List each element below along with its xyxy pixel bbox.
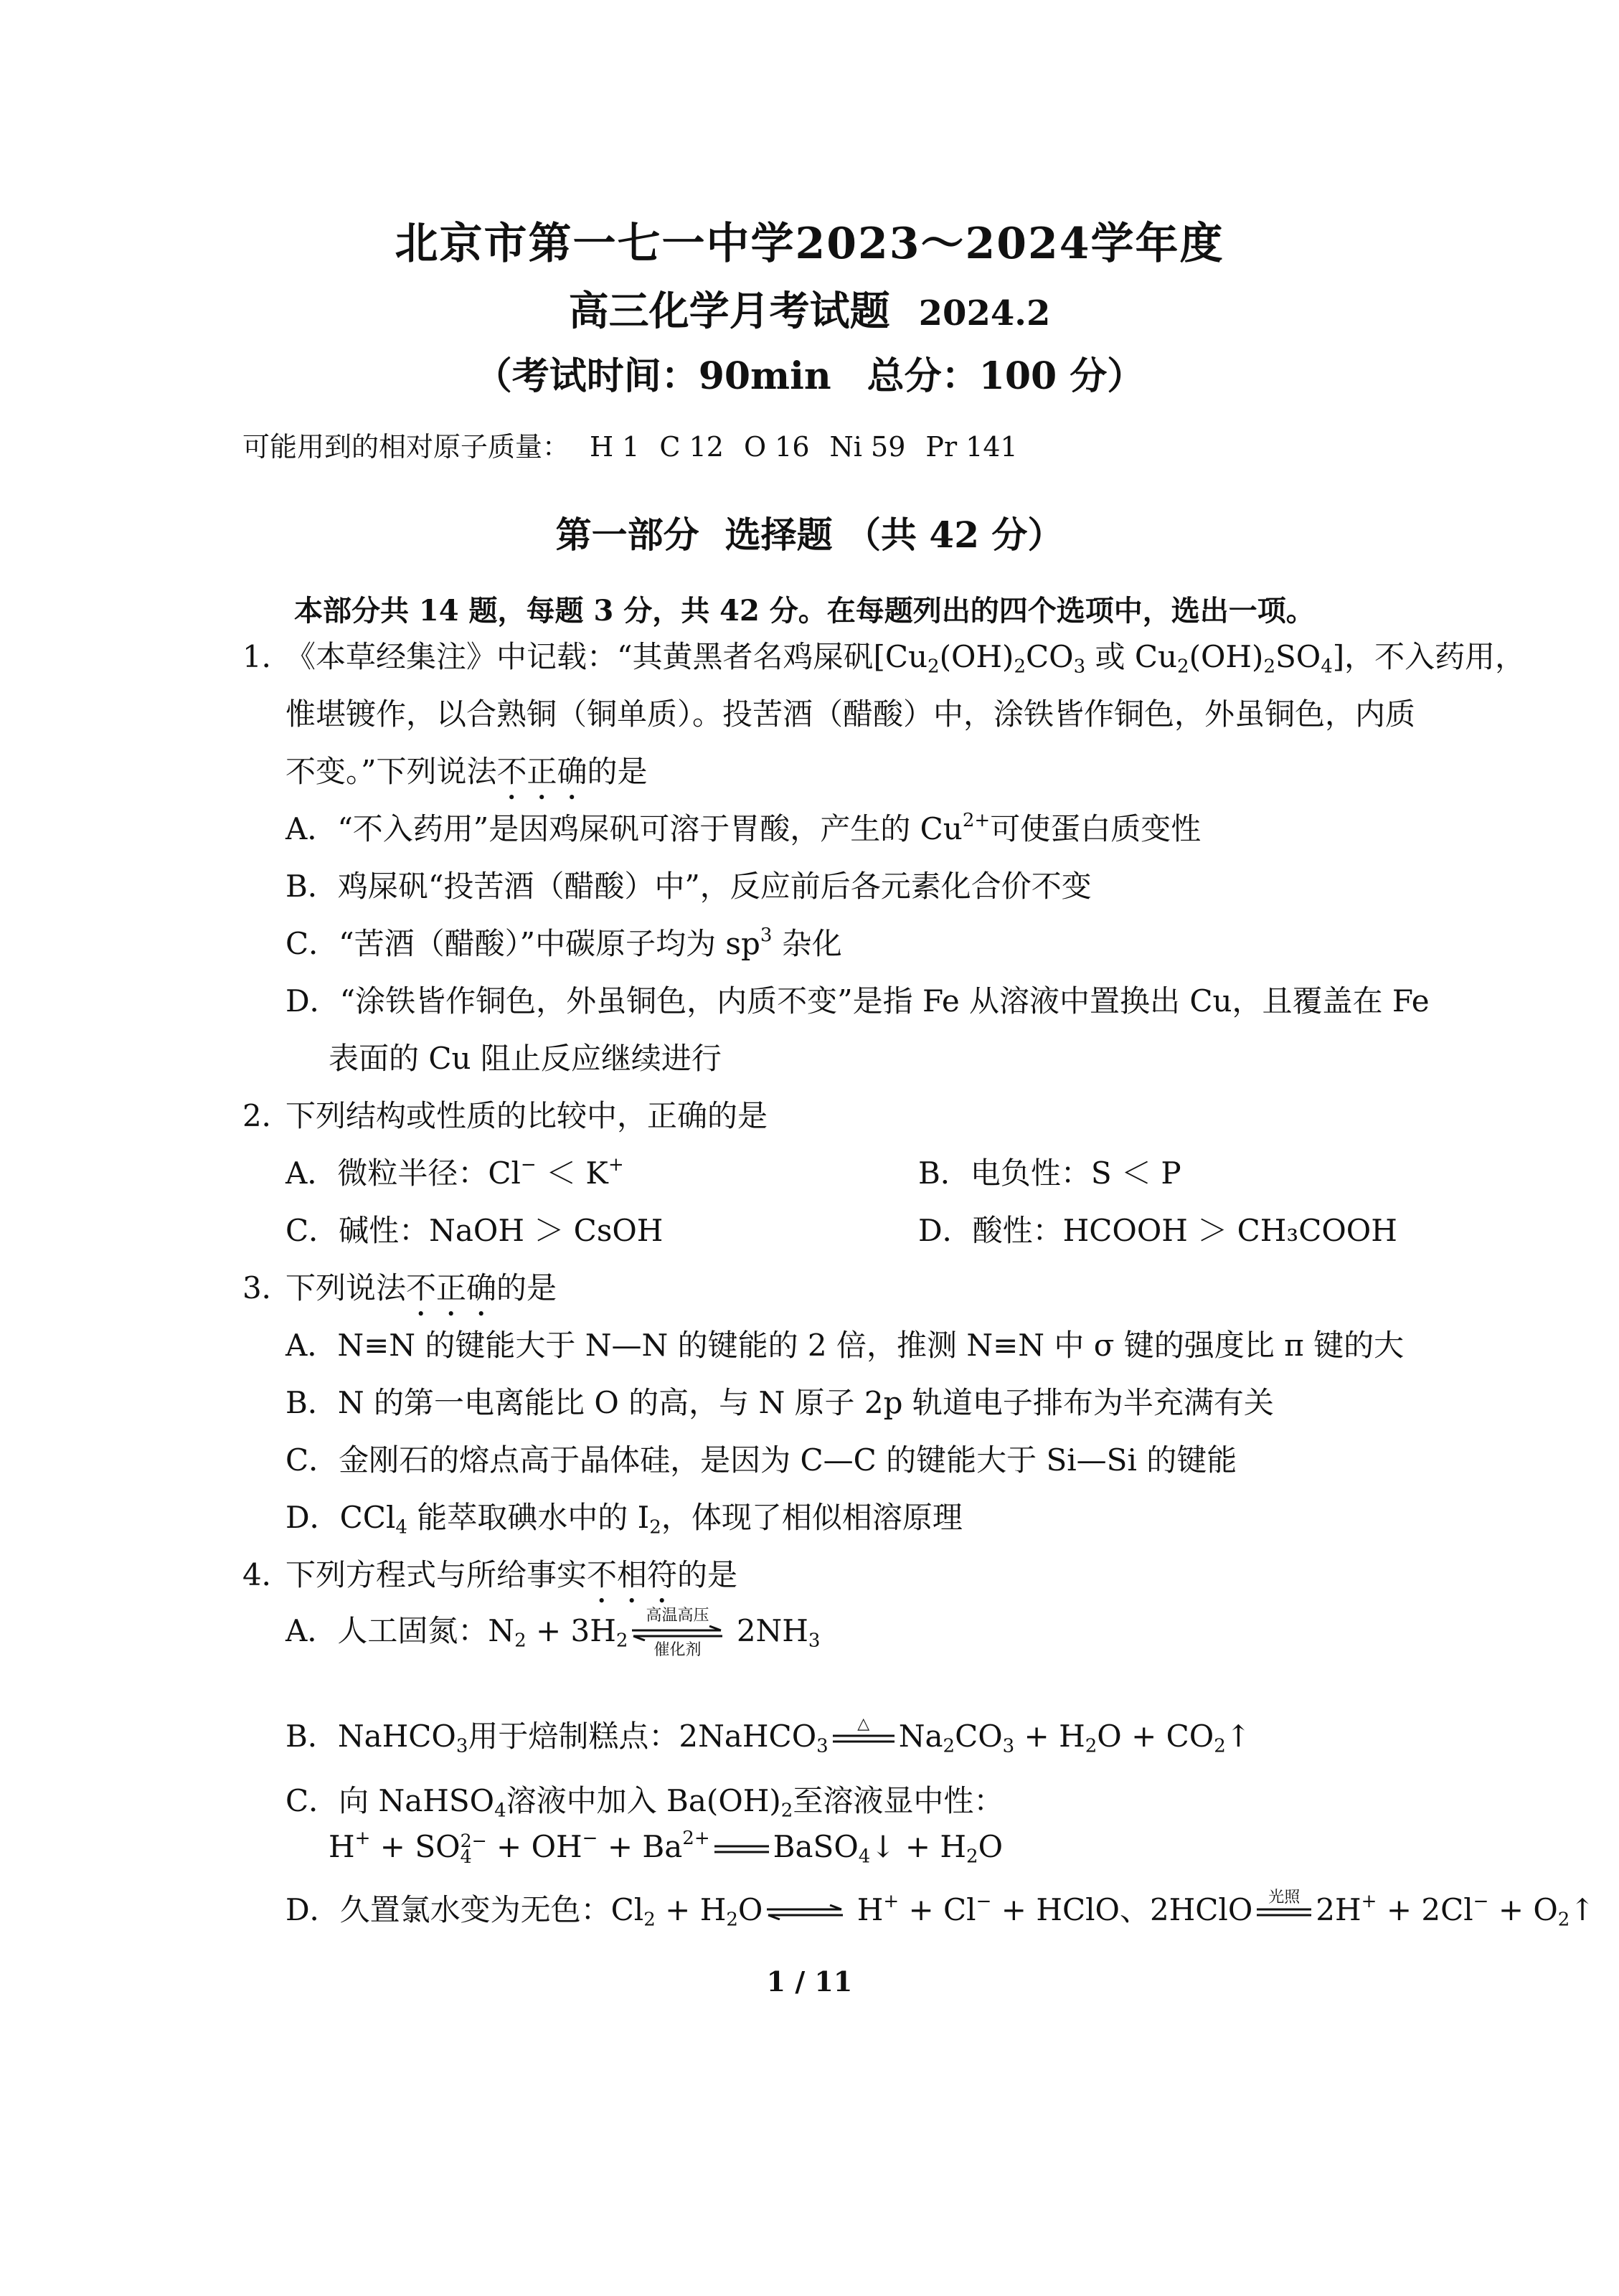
q4-d-prod4: 2H <box>1316 1892 1361 1927</box>
q2-option-c[interactable]: C．碱性：NaOH ＞ CsOH <box>285 1213 664 1248</box>
q1-stem-1c: CO <box>1026 639 1074 674</box>
q4-c-eq-oh: + OH <box>486 1829 582 1865</box>
q4-a-cond-top: 高温高压 <box>646 1607 709 1625</box>
q3-emphasis: 不正确 <box>406 1270 497 1305</box>
exam-info <box>0 346 1619 400</box>
q1-a-sup: 2+ <box>962 809 991 831</box>
q4-c-eq-h2: ↓ + H <box>870 1829 967 1865</box>
q2-option-d[interactable]: D．酸性：HCOOH ＞ CH₃COOH <box>918 1213 1397 1248</box>
q1-option-d[interactable]: D．“涂铁皆作铜色，外虽铜色，内质不变”是指 Fe 从溶液中置换出 Cu，且覆盖在 Fe <box>285 983 1430 1019</box>
q4-c-text2: 溶液中加入 Ba(OH) <box>506 1783 781 1818</box>
q1-stem-line2: 惟堪镀作，以合熟铜（铜单质）。投苦酒（醋酸）中，涂铁皆作铜色，外虽铜色，内质 <box>285 696 1416 732</box>
reversible-arrow <box>765 1904 844 1920</box>
q3-number: 3． <box>242 1270 292 1305</box>
q1-stem-3c: 的是 <box>587 754 648 789</box>
q1-stem-1b: (OH) <box>939 639 1014 674</box>
atomic-label: 可能用到的相对原子质量： <box>242 431 570 463</box>
q4-b-mid: 用于焙制糕点：2NaHCO <box>468 1719 817 1754</box>
school-title: 北京市第一七一中学2023～2024学年度 <box>395 219 1224 269</box>
q4-d-text: D．久置氯水变为无色：Cl <box>285 1892 644 1927</box>
exam-date: 2024.2 <box>918 293 1051 334</box>
q2-a-text: A．微粒半径：Cl <box>285 1156 521 1191</box>
q1-option-c[interactable] <box>285 920 842 963</box>
total-score: 总分：100 分） <box>867 354 1145 398</box>
q3-d-text3: ，体现了相似相溶原理 <box>661 1500 963 1535</box>
q4-d-cond: 光照 <box>1268 1889 1301 1907</box>
q4-d-prod5: + 2Cl <box>1377 1892 1473 1927</box>
q2-a-text2: ＜ K <box>536 1156 608 1191</box>
q3-option-c[interactable]: C．金刚石的熔点高于晶体硅，是因为 C—C 的键能大于 Si—Si 的键能 <box>285 1442 1237 1478</box>
q2-a-sup1: − <box>520 1153 537 1176</box>
q3-d-sub1: 4 <box>395 1516 407 1539</box>
q4-c-eq-so: + SO <box>370 1829 461 1865</box>
q3-option-a[interactable]: A．N≡N 的键能大于 N—N 的键能的 2 倍，推测 N≡N 中 σ 键的强度比 π 键的大 <box>285 1328 1405 1363</box>
q1-stem-line3 <box>285 748 648 806</box>
q4-c-eq-h: H <box>329 1829 355 1865</box>
q3-option-d[interactable] <box>285 1494 963 1538</box>
q2-a-sup2: + <box>608 1153 624 1176</box>
q1-c-sup: 3 <box>760 924 773 946</box>
q4-d-mid: + H <box>655 1892 727 1927</box>
page-number: 1 / 11 <box>766 1965 853 1998</box>
q1-option-a[interactable] <box>285 806 1201 849</box>
q1-stem-1f: SO <box>1275 639 1321 674</box>
q1-stem-1g: ]，不入药用， <box>1332 639 1526 674</box>
q4-c-text: C．向 NaHSO <box>285 1783 495 1818</box>
q4-option-d[interactable]: D．久置氯水变为无色：$Cl_2 + H_2O$ H+ + Cl− + HClO、2HClO 光照 $2H^+ + 2Cl^- + O_2↑$ <box>285 1886 1595 1936</box>
q4-c-eq-o: O <box>978 1829 1004 1865</box>
q2-stem: 下列结构或性质的比较中，正确的是 <box>285 1098 768 1133</box>
q4-c-eq-ba: + Ba <box>598 1829 683 1865</box>
section-title <box>0 506 1619 558</box>
exam-name-text: 高三化学月考试题 <box>568 288 890 335</box>
q3-option-b[interactable]: B．N 的第一电离能比 O 的高，与 N 原子 2p 轨道电子排布为半充满有关 <box>285 1385 1274 1420</box>
reversible-arrow-icon <box>765 1904 844 1920</box>
q1-a-text: A．“不入药用”是因鸡屎矾可溶于胃酸，产生的 Cu <box>285 811 963 846</box>
q4-option-a[interactable]: A．人工固氮：$N_2 + 3H_2$ 高温高压 催化剂 $2NH_3$ <box>285 1607 821 1659</box>
atomic-mass-pr: Pr 141 <box>925 431 1018 463</box>
q4-option-b[interactable]: B．NaHCO$_3$用于焙制糕点：2NaHCO$_3$ △ $Na_2CO_3 + H_2O$ + $CO_2↑$ <box>285 1713 1251 1762</box>
exam-time: （考试时间：90min <box>474 354 831 398</box>
q4-d-prod3: + HClO、2HClO <box>991 1892 1253 1927</box>
atomic-mass-ni: Ni 59 <box>829 431 906 463</box>
q4-b-prod-b: CO <box>955 1719 1003 1754</box>
exam-name <box>0 280 1619 337</box>
q4-b-prod-d: O + CO <box>1097 1719 1214 1754</box>
q3-stem <box>285 1265 557 1323</box>
q1-c-text2: 杂化 <box>772 926 842 961</box>
q4-a-mid: + 3H <box>526 1613 616 1648</box>
q4-b-text: B．NaHCO <box>285 1719 456 1754</box>
q4-b-prod-a: Na <box>898 1719 943 1754</box>
atomic-mass-o: O 16 <box>743 431 810 463</box>
atomic-mass-c: C 12 <box>659 431 724 463</box>
q1-stem-1e: (OH) <box>1189 639 1264 674</box>
q4-a-cond-bottom: 催化剂 <box>653 1641 702 1659</box>
q1-a-text2: 可使蛋白质变性 <box>990 811 1202 846</box>
q4-d-prod6: + O <box>1488 1892 1558 1927</box>
q4-emphasis: 不相符 <box>587 1557 678 1592</box>
section-part: 第一部分 <box>555 514 699 556</box>
q1-emphasis: 不正确 <box>496 754 587 789</box>
q4-b-prod-c: + H <box>1014 1719 1085 1754</box>
q4-d-prod2: + Cl <box>899 1892 976 1927</box>
atomic-masses <box>242 425 1018 464</box>
double-line-icon <box>831 1734 896 1744</box>
q1-stem-1d: 或 Cu <box>1085 639 1178 674</box>
q1-stem-3a: 不变。”下列说法 <box>285 754 497 789</box>
q3-d-text2: 能萃取碘水中的 I <box>407 1500 650 1535</box>
q4-stem-a: 下列方程式与所给事实 <box>285 1557 587 1592</box>
q4-d-mid2: O <box>737 1892 763 1927</box>
double-line-icon <box>1255 1907 1313 1917</box>
q4-c-eq-baso: BaSO <box>773 1829 859 1865</box>
atomic-mass-h: H 1 <box>590 431 640 463</box>
q2-number: 2． <box>242 1098 292 1133</box>
double-line-icon <box>713 1844 770 1854</box>
q4-option-c[interactable]: C．向 NaHSO$_4$溶液中加入 $Ba(OH)_2$至溶液显中性： <box>285 1783 1004 1822</box>
q3-d-text: D．CCl <box>285 1500 396 1535</box>
q4-number: 4． <box>242 1557 292 1592</box>
equals-arrow <box>713 1844 770 1854</box>
q4-stem-c: 的是 <box>677 1557 738 1592</box>
q4-d-prod7: ↑ <box>1570 1892 1595 1927</box>
q3-stem-c: 的是 <box>496 1270 557 1305</box>
q1-stem-1a: 《本草经集注》中记载：“其黄黑者名鸡屎矾[Cu <box>285 639 928 674</box>
q1-c-text: C．“苦酒（醋酸）”中碳原子均为 sp <box>285 926 760 961</box>
q4-d-prod1: H <box>847 1892 884 1927</box>
q1-stem-line1: 《本草经集注》中记载：“其黄黑者名鸡屎矾[$Cu_2(OH)_2CO_3$ 或 $Cu_2(OH)_2SO_4$]，不入药用， <box>285 639 1526 678</box>
q2-option-a[interactable] <box>285 1150 624 1193</box>
q2-option-b[interactable]: B．电负性：S ＜ P <box>918 1156 1181 1191</box>
q3-d-sub2: 2 <box>649 1516 661 1539</box>
section-instructions: 本部分共 14 题，每题 3 分，共 42 分。在每题列出的四个选项中，选出一项。 <box>294 594 1315 628</box>
q4-a-prod: 2NH <box>727 1613 808 1648</box>
q4-option-c-equation: H+ + SO2− $4 + OH^- + Ba^{2+}$ BaSO$_4$↓ + $H_2O$ <box>329 1828 1004 1868</box>
reversible-arrow-icon <box>631 1625 724 1641</box>
q4-b-cond: △ <box>857 1715 870 1733</box>
section-subtitle: 选择题 （共 42 分） <box>724 514 1064 556</box>
q4-a-text: A．人工固氮：N <box>285 1613 515 1648</box>
heat-condition-arrow <box>831 1715 896 1762</box>
q1-number: 1． <box>242 639 292 674</box>
q3-stem-a: 下列说法 <box>285 1270 407 1305</box>
q4-stem <box>285 1551 737 1610</box>
q1-option-d-cont: 表面的 Cu 阻止反应继续进行 <box>329 1041 722 1076</box>
q1-option-b[interactable]: B．鸡屎矾“投苦酒（醋酸）中”，反应前后各元素化合价不变 <box>285 869 1092 904</box>
reversible-arrow-with-conditions <box>631 1607 724 1660</box>
light-condition-arrow <box>1255 1889 1313 1936</box>
q4-b-prod-e: ↑ <box>1225 1719 1251 1754</box>
q4-c-text3: 至溶液显中性： <box>793 1783 1004 1818</box>
